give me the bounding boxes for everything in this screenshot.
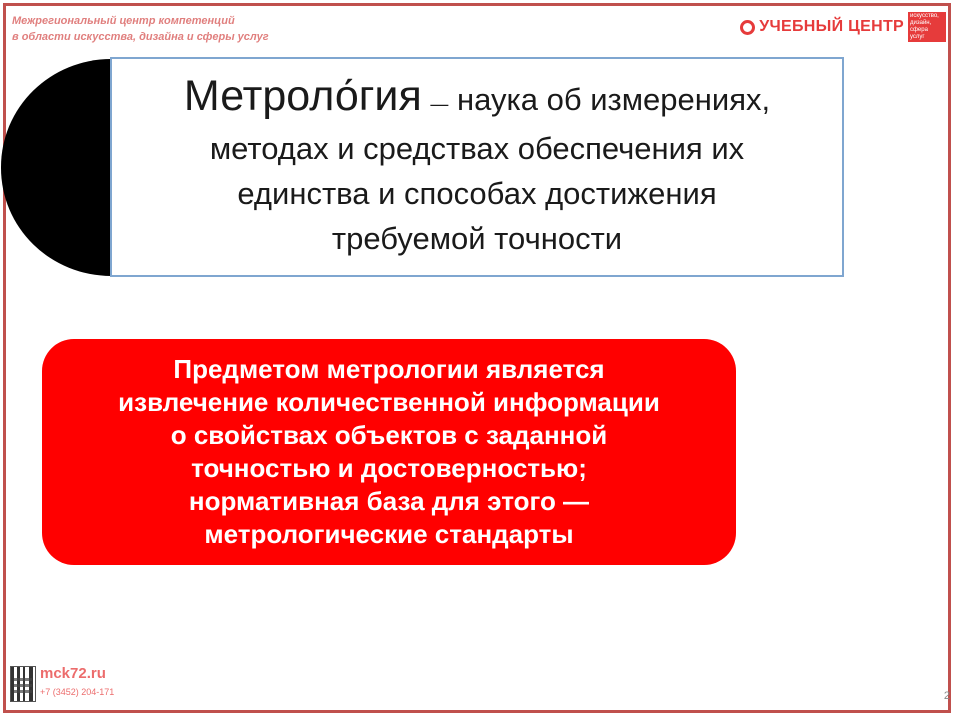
subject-panel [42, 339, 736, 565]
definition-dash: — [430, 93, 449, 114]
definition-line-1-rest: наука об измерениях, [448, 81, 771, 117]
footer-site-link[interactable]: mck72.ru [40, 665, 106, 682]
org-header [12, 13, 269, 45]
page-number: 2 [943, 690, 950, 702]
org-line-2: в области искусства, дизайна и сферы услуг [12, 31, 269, 43]
definition-line-4: требуемой точности [331, 220, 623, 256]
logo-ring-icon [740, 20, 755, 35]
logo [740, 12, 946, 42]
definition-line-1 [183, 71, 771, 126]
footer [10, 666, 114, 702]
logo-text: УЧЕБНЫЙ ЦЕНТР [759, 18, 904, 35]
subject-text [118, 353, 660, 551]
footer-contacts [40, 666, 114, 698]
logo-tagline: искусство, дизайн, сфера услуг [908, 12, 946, 42]
subject-line-5: нормативная база для этого — [188, 486, 590, 516]
subject-line-2: извлечение количественной информации [118, 387, 660, 417]
definition-line-3: единства и способах достижения [237, 175, 717, 211]
subject-line-3: о свойствах объектов с заданной [170, 420, 608, 450]
definition-box [110, 57, 844, 277]
subject-line-6: метрологические стандарты [204, 519, 574, 549]
footer-phone: +7 (3452) 204-171 [40, 687, 115, 697]
subject-line-1: Предметом метрологии является [173, 354, 605, 384]
subject-line-4: точностью и достоверностью; [191, 453, 587, 483]
qr-code-icon [10, 666, 36, 702]
definition-term: Метроло́гия [183, 71, 422, 120]
definition-line-2: методах и средствах обеспечения их [209, 130, 745, 166]
org-line-1: Межрегиональный центр компетенций [12, 15, 235, 27]
